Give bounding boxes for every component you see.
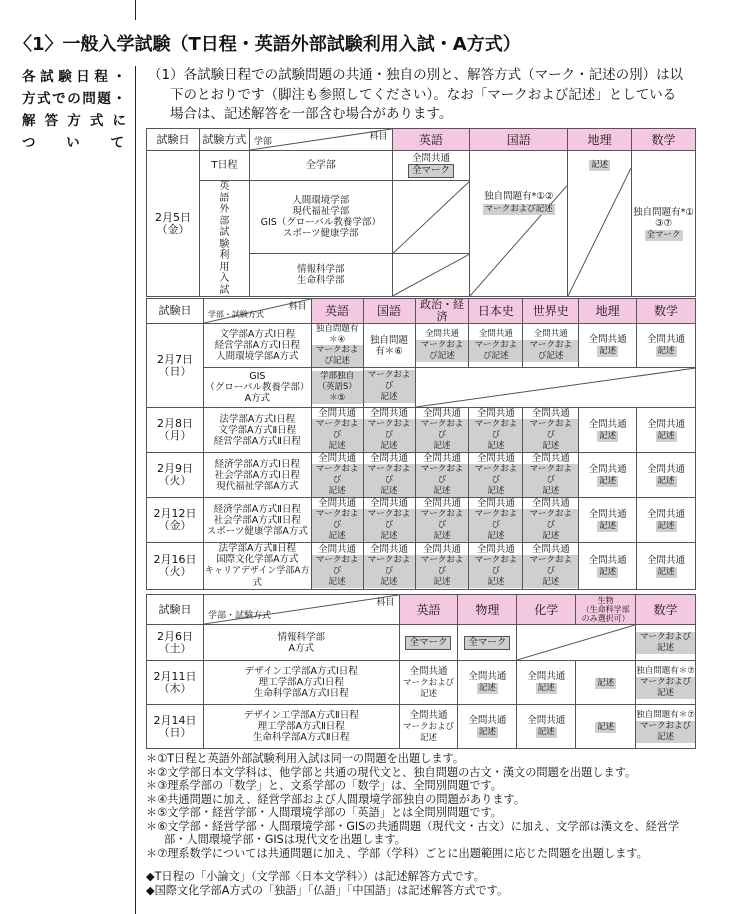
bullet-notes: ◆T日程の「小論文」（文学部〈日本文学科〉）は記述解答方式です。 ◆国際文化学部A方式の「独語」「仏語」「中国語」は記述解答方式です。 xyxy=(146,870,509,897)
footnotes: ＊①T日程と英語外部試験利用入試は同一の問題を出題します。 ＊②文学部日本文学科は、他学部と共通の現代文と、独自問題の古文・漢文の問題を出題します。 ＊③理系学部の「数学」と、文系学部の「数学」は、全問別問題です。 ＊④共通問題に加え、経営学部および人間環境学部独自の問題があります。 ＊⑤文学部・経営学部・人間環境学部の「英語」とは全問別問題です。 ＊⑥文学部・経営学部・人間環境学部・GISの共通問題（現代文・古文）に加え、文学部は漢文を、経営学 部・人間環境学部・GISは現代文を出題します。 ＊⑦理系数学については共通問題に加え、学部（学科）ごとに出題範囲に応じた問題を出題します。 xyxy=(146,752,680,860)
row-feb8: 2月8日 （月） 法学部A方式Ⅰ日程 文学部A方式Ⅱ日程 経営学部A方式Ⅱ日程 全問共通 マークおよび 記述 全問共通 マークおよび 記述 全問共通 マークおよび 記述 全問共通 マークおよび 記述 全問共通 マークおよび 記述 全問共通 記述 全問共通 記述 xyxy=(147,408,696,453)
table-feb5: 試験日 試験方式 科目 学部 英語 国語 地理 数学 2月5日 （金） T日程 全学部 全問共通 全マーク 独自問題有*①② マークおよび記述 記述 独自問題有*① ③⑦ 全マーク 英語外部試験利用入試 人間環境学部 現代福祉学部 GIS（グローバル教養学部） スポーツ健康学部 情報科学部 生命科学部 xyxy=(146,128,696,297)
row-feb12: 2月12日 （金） 経済学部A方式Ⅱ日程 社会学部A方式Ⅱ日程 スポーツ健康学部A方式 全問共通 マークおよび 記述 全問共通 マークおよび 記述 全問共通 マークおよび 記述 全問共通 マークおよび 記述 全問共通 マークおよび 記述 全問共通 記述 全問共通 記述 xyxy=(147,498,696,543)
table-a-humanities: 試験日 科目 学部・試験方式 英語 国語 政治・経済 日本史 世界史 地理 数学 2月7日 （日） 文学部A方式Ⅰ日程 経営学部A方式Ⅰ日程 人間環境学部A方式 独自問題有＊④ マークおよび記述 独自問題 有＊⑥ 全問共通 マークおよび記述 全問共通 マークおよび記述 全問共通 マークおよび記述 全問共通 記述 全問共通 記述 GIS （グローバル教養学部） A方式 学部独自 （英語S）＊⑤ マークおよび 記述 2月8日 （月） 法学部A方式Ⅰ日程 文学部A方式Ⅱ日程 経営学部A方式Ⅱ日程 全問共通 マークおよび 記述 全問共通 マークおよび 記述 全問共通 マークおよび 記述 全問共通 マークおよび 記述 全問共通 マークおよび 記述 全問共通 記述 全問共通 記述 2月9日 （火） 経済学部A方式Ⅰ日程 社会学部A方式Ⅰ日程 現代福祉学部A方式 全問共通 マークおよび 記述 全問共通 マークおよび 記述 全問共通 マークおよび 記述 全問共通 マークおよび 記述 全問共通 マークおよび 記述 全問共通 記述 全問共通 記述 2月12日 （金） 経済学部A方式Ⅱ日程 社会学部A方式Ⅱ日程 スポーツ健康学部A方式 全問共通 マークおよび 記述 全問共通 マークおよび 記述 全問共通 マークおよび 記述 全問共通 マークおよび 記述 全問共通 マークおよび 記述 全問共通 記述 全問共通 記述 2月16日 （火） 法学部A方式Ⅱ日程 国際文化学部A方式 キャリアデザイン学部A方式 全問共通 マークおよび 記述 全問共通 マークおよび 記述 全問共通 マークおよび 記述 全問共通 マークおよび 記述 全問共通 マークおよび 記述 全問共通 記述 全問共通 記述 xyxy=(146,298,696,590)
row-feb14: 2月14日 （日） デザイン工学部A方式Ⅱ日程 理工学部A方式Ⅱ日程 生命科学部A方式Ⅱ日程 全問共通 マークおよび記述 全問共通 記述 全問共通 記述 記述 独自問題有＊⑦ マークおよび記述 xyxy=(147,705,696,749)
gaibu-method-vertical: 英語外部試験利用入試 xyxy=(219,181,230,296)
page-title: 〈1〉一般入学試験（T日程・英語外部試験利用入試・A方式） xyxy=(14,34,521,55)
row-feb6: 2月6日 （土） 情報科学部 A方式 全マーク 全マーク マークおよび記述 xyxy=(147,625,696,661)
header-diagonal: 科目 学部 xyxy=(249,129,392,151)
side-label: 各試験日程・ 方式での問題・ 解答方式に ついて xyxy=(22,69,126,151)
intro-text: （1）各試験日程での試験問題の共通・独自の別と、解答方式（マーク・記述の別）は以 下のとおりです（脚注も参照してください）。なお「マークおよび記述」としている 場合は、記述解答を一部含む場合があります。 xyxy=(148,67,684,122)
vertical-rule xyxy=(135,66,136,914)
table-a-science: 試験日 科目 学部・試験方式 英語 物理 化学 生物 （生命科学部 のみ選択可） 数学 2月6日 （土） 情報科学部 A方式 全マーク 全マーク マークおよび記述 2月11日 （木） デザイン工学部A方式Ⅰ日程 理工学部A方式Ⅰ日程 生命科学部A方式Ⅰ日程 全問共通 マークおよび記述 全問共通 記述 全問共通 記述 記述 独自問題有＊⑦ マークおよび記述 2月14日 （日） デザイン工学部A方式Ⅱ日程 理工学部A方式Ⅱ日程 生命科学部A方式Ⅱ日程 全問共通 マークおよび記述 全問共通 記述 全問共通 記述 記述 独自問題有＊⑦ マークおよび記述 xyxy=(146,594,696,749)
row-feb11: 2月11日 （木） デザイン工学部A方式Ⅰ日程 理工学部A方式Ⅰ日程 生命科学部A方式Ⅰ日程 全問共通 マークおよび記述 全問共通 記述 全問共通 記述 記述 独自問題有＊⑦ マークおよび記述 xyxy=(147,661,696,705)
vertical-rule-top xyxy=(135,0,136,20)
row-feb9: 2月9日 （火） 経済学部A方式Ⅰ日程 社会学部A方式Ⅰ日程 現代福祉学部A方式 全問共通 マークおよび 記述 全問共通 マークおよび 記述 全問共通 マークおよび 記述 全問共通 マークおよび 記述 全問共通 マークおよび 記述 全問共通 記述 全問共通 記述 xyxy=(147,453,696,498)
row-feb16: 2月16日 （火） 法学部A方式Ⅱ日程 国際文化学部A方式 キャリアデザイン学部A方式 全問共通 マークおよび 記述 全問共通 マークおよび 記述 全問共通 マークおよび 記述 全問共通 マークおよび 記述 全問共通 マークおよび 記述 全問共通 記述 全問共通 記述 xyxy=(147,543,696,590)
